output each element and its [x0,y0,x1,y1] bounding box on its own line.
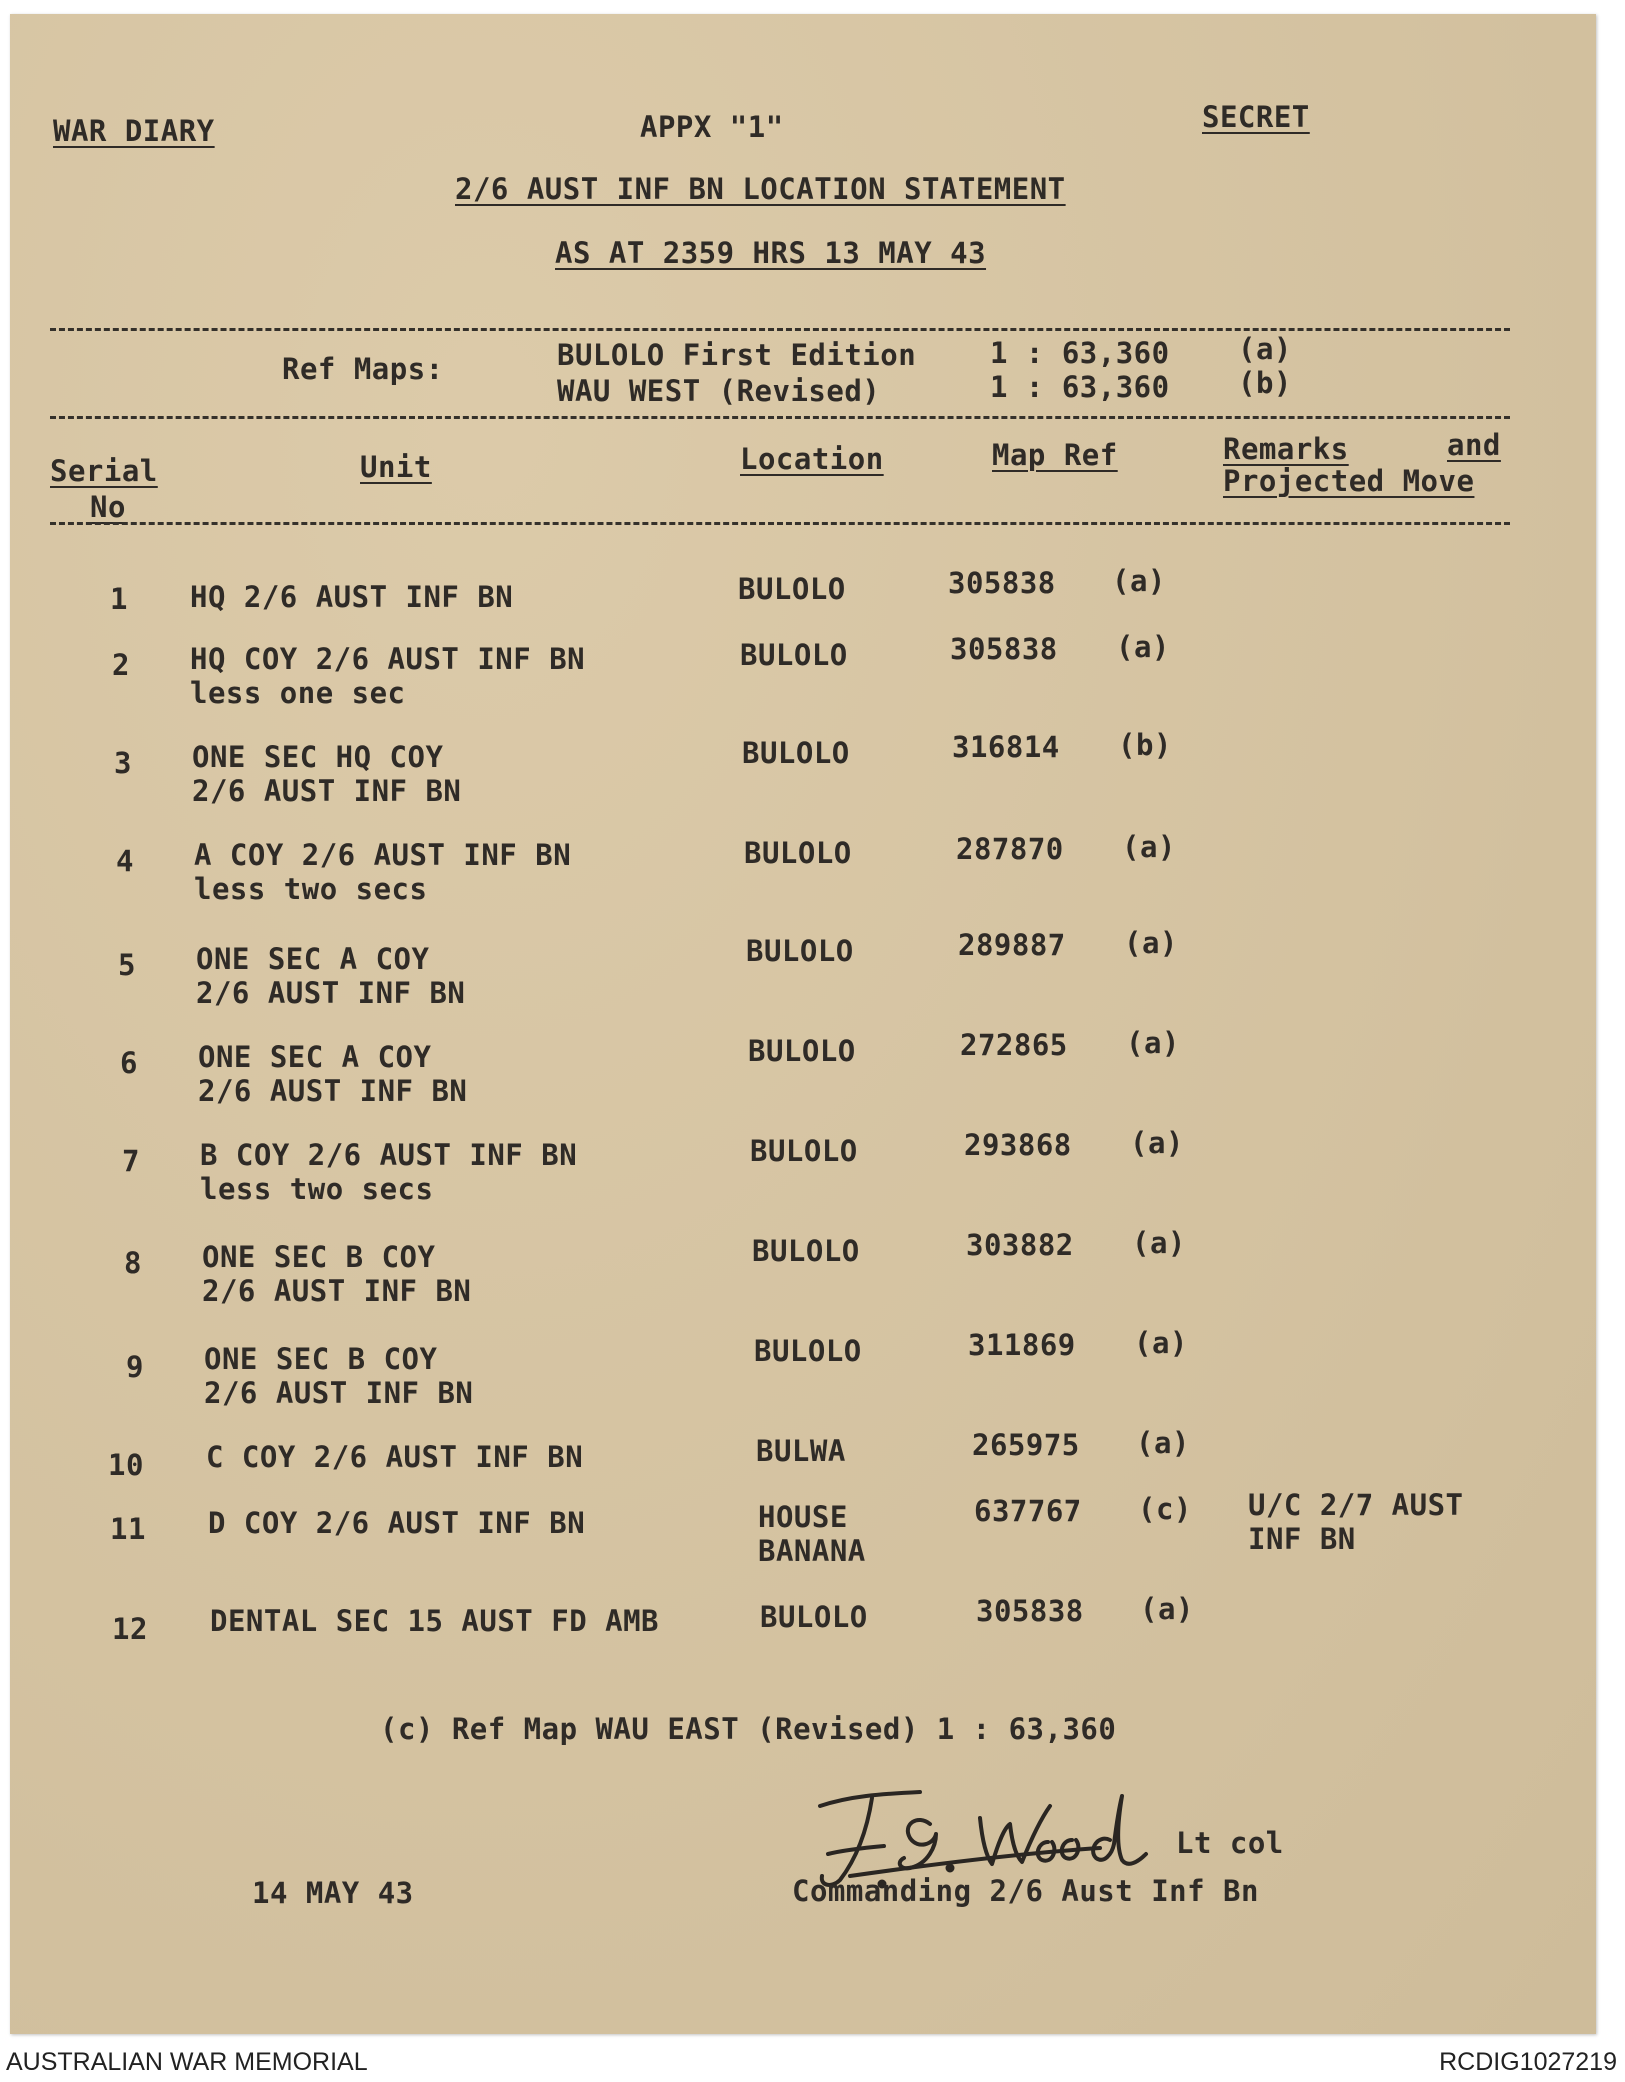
map-ref: 293868 [964,1128,1072,1162]
unit-name: less one sec [190,676,406,710]
column-header-map-ref: Map Ref [992,438,1118,472]
location-name: BULOLO [738,572,846,606]
document-date: 14 MAY 43 [252,1876,414,1910]
map-key: (a) [1116,630,1170,664]
column-header-unit: Unit [360,450,432,484]
map-key: (a) [1130,1126,1184,1160]
map-ref: 305838 [976,1594,1084,1628]
unit-name: 2/6 AUST INF BN [202,1274,472,1308]
map-key: (c) [1138,1492,1192,1526]
unit-name: less two secs [194,872,428,906]
archive-reference: RCDIG1027219 [1439,2048,1617,2076]
serial-number: 8 [124,1246,142,1280]
map-ref: 287870 [956,832,1064,866]
location-name: BULOLO [742,736,850,770]
serial-number: 11 [110,1512,146,1546]
signatory-rank: Lt col [1176,1826,1284,1860]
unit-name: ONE SEC A COY [198,1040,432,1074]
separator-line [50,522,1510,525]
map-ref: 316814 [952,730,1060,764]
location-name: BULOLO [750,1134,858,1168]
ref-map-b-scale: 1 : 63,360 [990,370,1170,404]
map-ref: 265975 [972,1428,1080,1462]
location-name: BULOLO [754,1334,862,1368]
column-header-projected-move: Projected Move [1223,464,1475,498]
unit-name: DENTAL SEC 15 AUST FD AMB [210,1604,659,1638]
location-name: BULWA [756,1434,846,1468]
signatory-title: Commanding 2/6 Aust Inf Bn [792,1874,1259,1908]
serial-number: 3 [114,746,132,780]
secret-label: SECRET [1202,100,1310,134]
map-ref: 289887 [958,928,1066,962]
location-name: BULOLO [744,836,852,870]
map-key: (a) [1134,1326,1188,1360]
map-key: (b) [1118,728,1172,762]
map-key: (a) [1126,1026,1180,1060]
map-ref: 305838 [950,632,1058,666]
column-header-remarks: Remarks [1223,432,1349,466]
map-ref: 303882 [966,1228,1074,1262]
column-header-and: and [1447,428,1501,462]
location-name: BANANA [758,1534,866,1568]
appendix-label: APPX "1" [640,110,784,144]
unit-name: HQ 2/6 AUST INF BN [190,580,514,614]
ref-map-b-key: (b) [1238,366,1292,400]
remarks-text: U/C 2/7 AUST [1248,1488,1464,1522]
unit-name: B COY 2/6 AUST INF BN [200,1138,578,1172]
footnote: (c) Ref Map WAU EAST (Revised) 1 : 63,360 [380,1712,1117,1746]
serial-number: 2 [112,648,130,682]
location-name: BULOLO [746,934,854,968]
unit-name: 2/6 AUST INF BN [198,1074,468,1108]
archive-credit: AUSTRALIAN WAR MEMORIAL [6,2048,368,2076]
separator-line [50,416,1510,419]
unit-name: ONE SEC B COY [204,1342,438,1376]
ref-map-a-scale: 1 : 63,360 [990,336,1170,370]
serial-number: 7 [122,1144,140,1178]
ref-maps-label: Ref Maps: [282,352,444,386]
serial-number: 6 [120,1046,138,1080]
serial-number: 9 [126,1350,144,1384]
unit-name: 2/6 AUST INF BN [204,1376,474,1410]
as-at-line: AS AT 2359 HRS 13 MAY 43 [555,236,987,270]
map-ref: 305838 [948,566,1056,600]
serial-number: 1 [110,582,128,616]
document-title: 2/6 AUST INF BN LOCATION STATEMENT [455,172,1066,206]
map-ref: 272865 [960,1028,1068,1062]
map-key: (a) [1132,1226,1186,1260]
serial-number: 10 [108,1448,144,1482]
ref-map-a-name: BULOLO First Edition [557,338,917,372]
war-diary-label: WAR DIARY [53,114,215,148]
serial-number: 4 [116,844,134,878]
unit-name: ONE SEC HQ COY [192,740,444,774]
map-ref: 311869 [968,1328,1076,1362]
unit-name: C COY 2/6 AUST INF BN [206,1440,584,1474]
map-key: (a) [1136,1426,1190,1460]
unit-name: less two secs [200,1172,434,1206]
document-sheet [10,14,1596,2034]
unit-name: ONE SEC B COY [202,1240,436,1274]
unit-name: 2/6 AUST INF BN [192,774,462,808]
unit-name: HQ COY 2/6 AUST INF BN [190,642,586,676]
column-header-location: Location [740,442,884,476]
map-key: (a) [1140,1592,1194,1626]
location-name: BULOLO [740,638,848,672]
column-header-serial: Serial [50,454,158,488]
ref-map-b-name: WAU WEST (Revised) [557,374,881,408]
serial-number: 12 [112,1612,148,1646]
ref-map-a-key: (a) [1238,332,1292,366]
map-key: (a) [1122,830,1176,864]
column-header-serial-no: No [90,490,126,524]
location-name: BULOLO [760,1600,868,1634]
location-name: BULOLO [752,1234,860,1268]
remarks-text: INF BN [1248,1522,1356,1556]
unit-name: 2/6 AUST INF BN [196,976,466,1010]
unit-name: A COY 2/6 AUST INF BN [194,838,572,872]
location-name: HOUSE [758,1500,848,1534]
map-key: (a) [1112,564,1166,598]
serial-number: 5 [118,948,136,982]
location-name: BULOLO [748,1034,856,1068]
unit-name: ONE SEC A COY [196,942,430,976]
map-key: (a) [1124,926,1178,960]
separator-line [50,328,1510,331]
unit-name: D COY 2/6 AUST INF BN [208,1506,586,1540]
map-ref: 637767 [974,1494,1082,1528]
